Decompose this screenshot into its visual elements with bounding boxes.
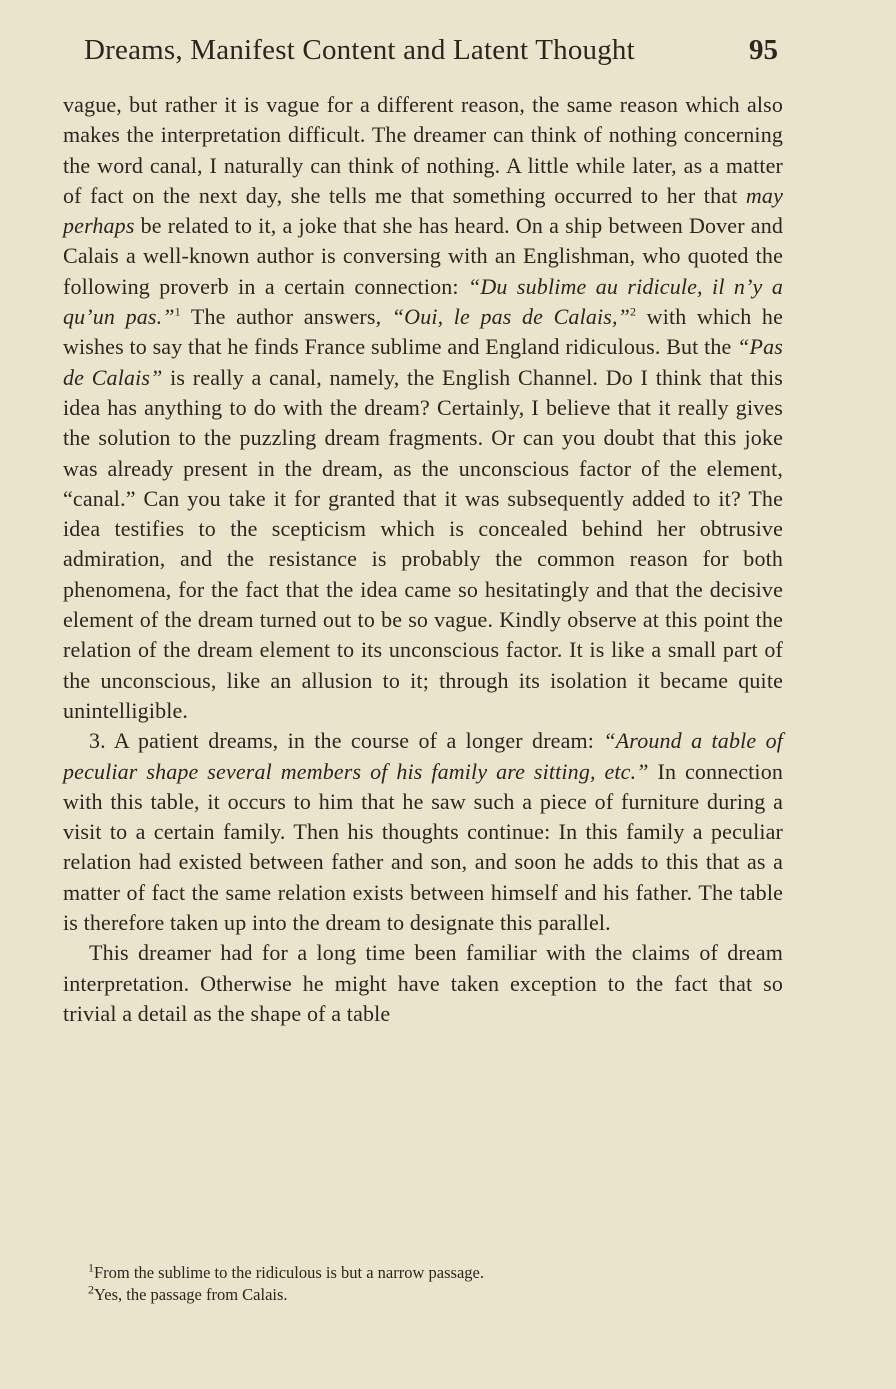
italic-text: “Around a table of peculiar shape several members of his family are sitting, etc.”: [63, 728, 783, 784]
paragraph-p3: [63, 938, 783, 1029]
italic-text: “Oui, le pas de Calais,”: [391, 304, 630, 330]
footnote-mark: 2: [88, 1282, 94, 1297]
footnote-text: Yes, the passage from Calais.: [94, 1285, 288, 1304]
page-number: 95: [749, 34, 778, 66]
footnotes: [88, 1262, 768, 1306]
text-run: The author answers,: [180, 304, 392, 330]
text-run: with which he wishes to say that he finds France sublime and England ridiculous. But the: [63, 304, 783, 360]
text-run: is really a canal, namely, the English Channel. Do I think that this idea has anything to do with the dream? Certainly, I believe that it really gives the solution to the puzzling dream fragments. Or can you doubt that this joke was already present in the dream, as the unconscious factor of the element, “canal.” Can you take it for granted that it was subsequently added to it? The idea testifies to the scepticism which is concealed behind her obtrusive admiration, and the resistance is probably the common reason for both phenomena, for the fact that the idea came so hesitatingly and that the decisive element of the dream turned out to be so vague. Kindly observe at this point the relation of the dream element to its unconscious factor. It is like a small part of the unconscious, like an allusion to it; through its isolation it became quite unintelligible.: [63, 364, 783, 723]
text-run: be related to it, a joke that she has heard. On a ship between Dover and Calais a well-known author is conversing with an Englishman, who quoted the following proverb in a certain connection:: [63, 213, 783, 299]
running-title: Dreams, Manifest Content and Latent Thought: [84, 34, 635, 66]
footnote-mark: 1: [88, 1260, 94, 1275]
footnote-ref: 2: [630, 304, 637, 319]
italic-text: may perhaps: [63, 182, 783, 239]
footnote-ref: 1: [174, 304, 181, 319]
text-run: vague, but rather it is vague for a different reason, the same reason which also makes the interpretation difficult. The dreamer can think of nothing concerning the word canal, I naturally can think of nothing. A little while later, as a matter of fact on the next day, she tells me that something occurred to her that: [63, 92, 783, 208]
text-run: 3. A patient dreams, in the course of a longer dream:: [89, 728, 604, 754]
body-text: [63, 90, 783, 1029]
footnote-1: [88, 1262, 768, 1284]
text-run: In connection with this table, it occurs to him that he saw such a piece of furniture during a visit to a certain family. Then his thoughts continue: In this family a peculiar relation had existed between father and son, and soon he adds to this that as a matter of fact the same relation exists between himself and his father. The table is therefore taken up into the dream to designate this parallel.: [63, 758, 783, 936]
text-run: This dreamer had for a long time been familiar with the claims of dream interpretation. Otherwise he might have taken exception to the fact that so trivial a detail as the shape of a table: [63, 940, 783, 1026]
footnote-2: [88, 1284, 768, 1306]
paragraph-p1: [63, 90, 783, 726]
italic-text: “Du sublime au ridicule, il n’y a qu’un pas.”: [63, 273, 783, 330]
paragraph-p2: [63, 726, 783, 938]
footnote-text: From the sublime to the ridiculous is but a narrow passage.: [94, 1263, 484, 1282]
running-header: [64, 30, 778, 70]
italic-text: “Pas de Calais”: [63, 334, 783, 390]
